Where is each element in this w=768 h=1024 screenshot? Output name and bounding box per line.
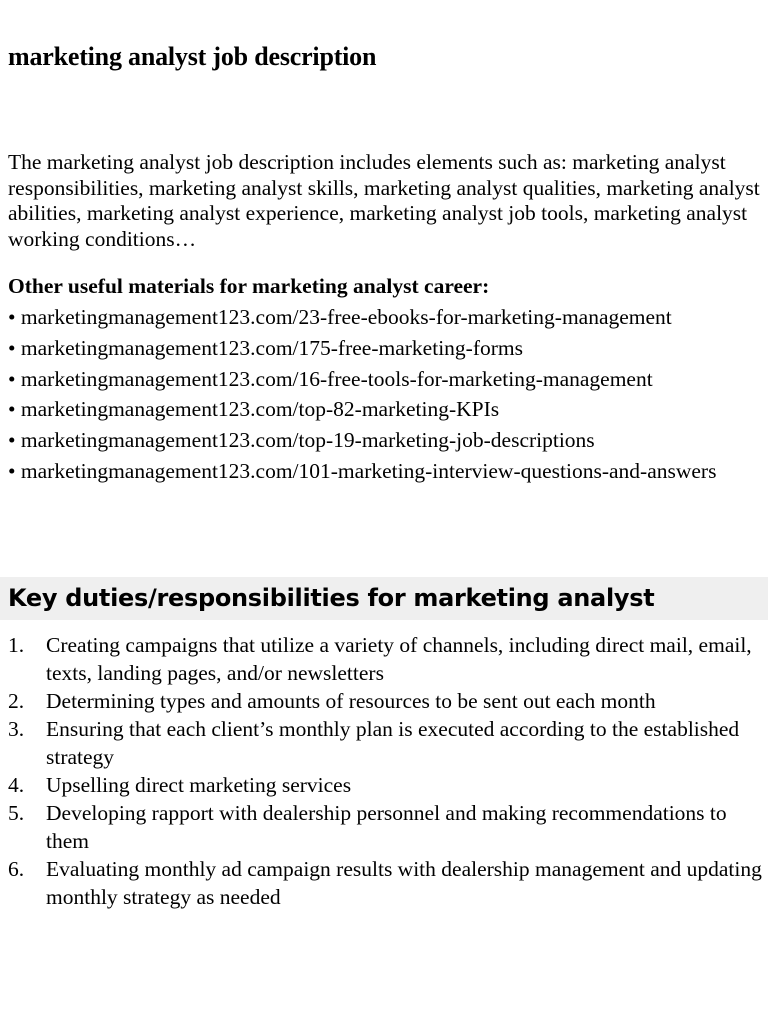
material-link[interactable]: marketingmanagement123.com/top-82-marketing-KPIs [20,397,500,422]
duty-text: Creating campaigns that utilize a variety of channels, including direct mail, email, texts, landing pages, and/or newsletters [46,633,752,685]
duties-heading: Key duties/responsibilities for marketing analyst [8,584,655,612]
duty-item [8,631,764,687]
material-link[interactable]: marketingmanagement123.com/16-free-tools-for-marketing-management [20,366,653,391]
material-link[interactable]: marketingmanagement123.com/175-free-marketing-forms [20,335,523,360]
bullet-icon: • [8,366,16,391]
duty-item [8,687,764,715]
duty-number: 3. [8,717,25,741]
duty-text: Evaluating monthly ad campaign results with dealership management and updating monthly strategy as needed [46,857,762,909]
list-item [8,336,748,362]
material-link[interactable]: marketingmanagement123.com/top-19-marketing-job-descriptions [20,428,595,453]
material-link[interactable]: marketingmanagement123.com/23-free-ebooks-for-marketing-management [20,305,672,329]
bullet-icon: • [8,305,16,329]
list-item [8,459,748,485]
duty-item [8,799,764,855]
bullet-icon: • [8,335,16,360]
bullet-icon: • [8,428,16,453]
materials-link-list [8,305,748,490]
duty-number: 5. [8,801,25,825]
materials-heading: Other useful materials for marketing analyst career: [8,274,490,298]
duty-number: 6. [8,857,25,881]
duty-number: 2. [8,689,25,713]
duty-number: 4. [8,773,25,797]
duty-text: Upselling direct marketing services [46,773,352,797]
material-link[interactable]: marketingmanagement123.com/101-marketing-interview-questions-and-answers [20,458,717,483]
bullet-icon: • [8,397,16,422]
duty-item [8,855,764,911]
duties-list [8,631,764,911]
duty-item [8,715,764,771]
duty-number: 1. [8,633,25,657]
duties-heading-band [0,577,768,620]
duty-text: Ensuring that each client’s monthly plan is executed according to the established strategy [46,717,740,769]
duty-item [8,771,764,799]
intro-paragraph: The marketing analyst job description includes elements such as: marketing analyst responsibilities, marketing analyst skills, marketing analyst qualities, marketing analyst abilities, marketing analyst experience, marketing analyst job tools, marketing analyst working conditions… [8,150,760,251]
list-item [8,428,748,454]
list-item [8,367,748,393]
page-title: marketing analyst job description [8,42,377,71]
bullet-icon: • [8,458,16,483]
list-item [8,397,748,423]
list-item [8,305,748,331]
duty-text: Determining types and amounts of resources to be sent out each month [46,689,656,713]
duty-text: Developing rapport with dealership personnel and making recommendations to them [46,801,727,853]
